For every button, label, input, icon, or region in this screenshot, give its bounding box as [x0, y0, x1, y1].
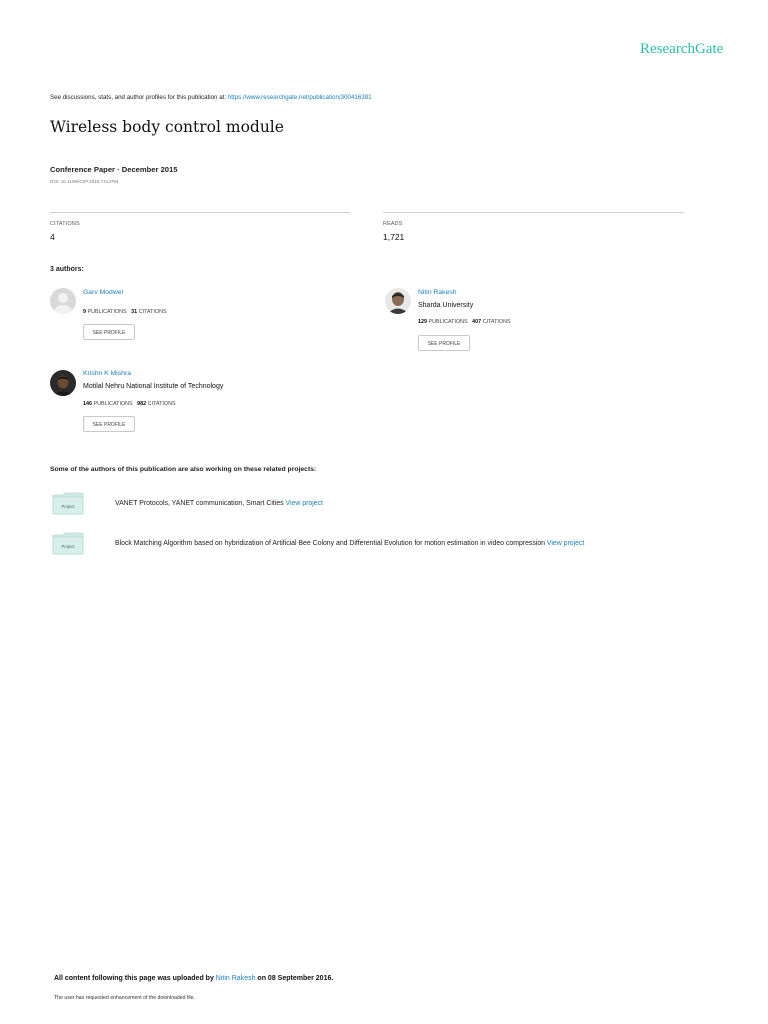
author-name[interactable]: Garv Modwel — [83, 289, 124, 296]
reads-divider — [383, 212, 684, 213]
author-institution: Motilal Nehru National Institute of Technology — [83, 383, 224, 390]
author-stats — [83, 309, 167, 315]
project-icon-label: Project — [61, 544, 75, 549]
view-project-link[interactable]: View project — [285, 500, 323, 507]
authors-heading: 3 authors: — [50, 266, 84, 273]
publications-label: PUBLICATIONS — [428, 319, 468, 325]
enhancement-note: The user has requested enhancement of the downloaded file. — [54, 995, 196, 1001]
project-title: VANET Protocols, YANET communication, Smart Cities — [115, 500, 286, 507]
publications-label: PUBLICATIONS — [93, 401, 133, 407]
paper-title: Wireless body control module — [50, 118, 284, 136]
see-profile-button[interactable]: SEE PROFILE — [83, 416, 135, 432]
citations-value: 4 — [50, 232, 55, 242]
view-project-link[interactable]: View project — [546, 540, 585, 547]
author-name[interactable]: Nitin Rakesh — [418, 289, 457, 296]
avatar-photo-icon[interactable] — [50, 370, 76, 396]
uploaded-suffix: on 08 September 2016. — [255, 975, 334, 982]
avatar-photo-icon[interactable] — [385, 288, 411, 314]
project-item — [115, 540, 584, 547]
related-projects-heading: Some of the authors of this publication are also working on these related projects: — [50, 466, 317, 473]
citations-divider — [50, 212, 350, 213]
citations-label: CITATIONS — [482, 319, 511, 325]
reads-value: 1,721 — [383, 232, 405, 242]
project-folder-icon[interactable] — [52, 531, 84, 555]
publications-count: 146 — [83, 401, 92, 407]
publications-count: 9 — [83, 309, 86, 315]
reads-label: READS — [383, 221, 403, 227]
uploader-link[interactable]: Nitin Rakesh — [215, 975, 256, 982]
uploaded-by-line — [54, 975, 333, 982]
see-profile-button[interactable]: SEE PROFILE — [83, 324, 135, 340]
citations-label: CITATIONS — [138, 309, 167, 315]
project-title: Block Matching Algorithm based on hybridization of Artificial Bee Colony and Differential Evolution for motion estimation in video compression — [115, 540, 547, 547]
see-profile-button[interactable]: SEE PROFILE — [418, 335, 470, 351]
author-name[interactable]: Krishn K Mishra — [83, 370, 131, 377]
avatar-placeholder-icon[interactable] — [50, 288, 76, 314]
publications-label: PUBLICATIONS — [87, 309, 127, 315]
paper-type-date: Conference Paper · December 2015 — [50, 165, 178, 174]
author-stats — [418, 319, 511, 325]
citations-label: CITATIONS — [147, 401, 176, 407]
project-folder-icon[interactable] — [52, 491, 84, 515]
discussions-line — [50, 94, 372, 101]
citations-count: 407 — [472, 319, 482, 325]
uploaded-prefix: All content following this page was uploaded by — [54, 975, 216, 982]
project-icon-label: Project — [61, 504, 75, 509]
researchgate-logo[interactable]: ResearchGate — [640, 41, 724, 57]
citations-count: 31 — [131, 309, 138, 315]
citations-count: 982 — [137, 401, 147, 407]
author-institution: Sharda University — [418, 302, 474, 309]
citations-label: CITATIONS — [50, 221, 80, 227]
paper-doi: DOI: 10.1109/ICIIP.2015.7414794 — [50, 179, 119, 184]
project-item — [115, 500, 323, 507]
publications-count: 129 — [418, 319, 427, 325]
publication-url-link[interactable]: https://www.researchgate.net/publication/300416381 — [227, 94, 372, 101]
discussions-text: See discussions, stats, and author profiles for this publication at: — [50, 94, 228, 101]
author-stats — [83, 401, 176, 407]
